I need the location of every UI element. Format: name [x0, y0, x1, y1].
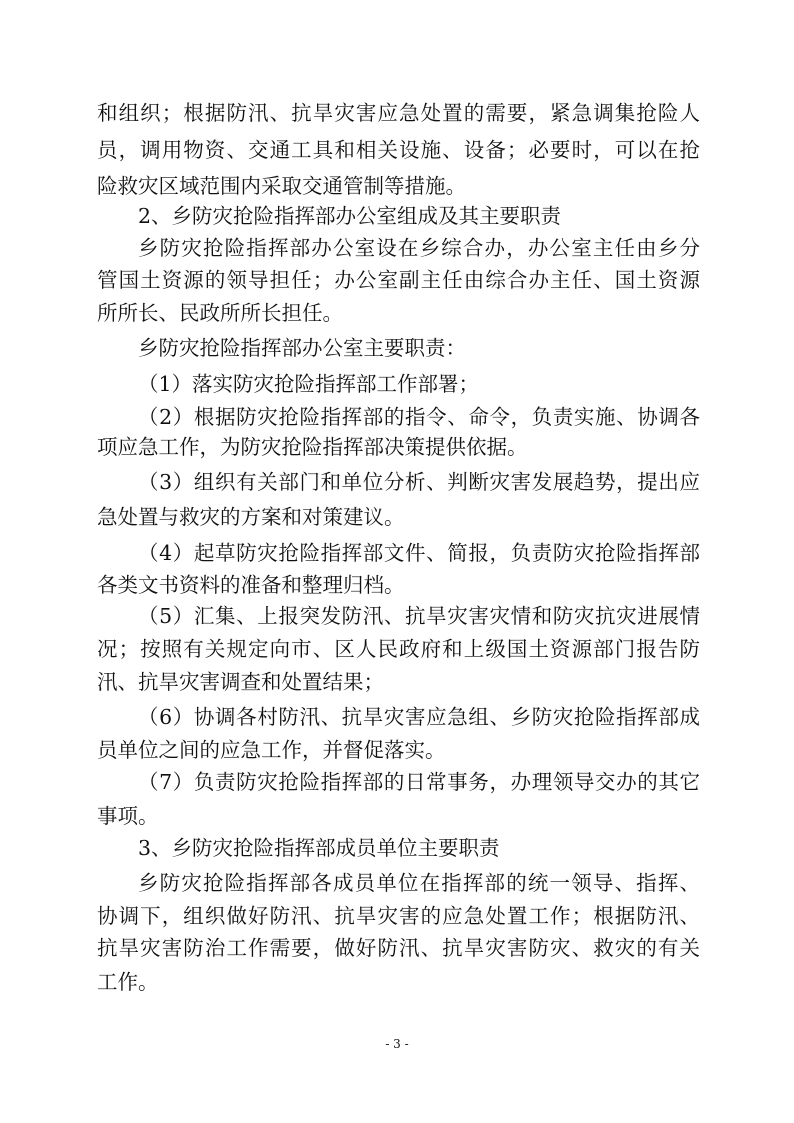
body-text-line: 员单位之间的应急工作，并督促落实。 — [97, 738, 446, 762]
body-text-line: 员，调用物资、交通工具和相关设施、设备；必要时，可以在抢 — [97, 138, 700, 162]
body-text-line: 各类文书资料的准备和整理归档。 — [97, 573, 405, 597]
section-heading: 3、乡防灾抢险指挥部成员单位主要职责 — [138, 836, 500, 860]
list-item: （3）组织有关部门和单位分析、判断灾害发展趋势，提出应 — [138, 470, 700, 494]
list-item: （6）协调各村防汛、抗旱灾害应急组、乡防灾抢险指挥部成 — [138, 705, 700, 729]
body-text-line: 况；按照有关规定向市、区人民政府和上级国土资源部门报告防 — [97, 637, 700, 661]
body-text-line: 险救灾区域范围内采取交通管制等措施。 — [97, 174, 466, 198]
body-text-line: 汛、抗旱灾害调查和处置结果； — [97, 670, 384, 694]
body-text-line: 抗旱灾害防治工作需要，做好防汛、抗旱灾害防灾、救灾的有关 — [97, 936, 700, 960]
body-text-line: 和组织；根据防汛、抗旱灾害应急处置的需要，紧急调集抢险人 — [97, 101, 700, 125]
body-text-line: 管国土资源的领导担任；办公室副主任由综合办主任、国土资源 — [97, 268, 700, 292]
list-item: （4）起草防灾抢险指挥部文件、简报，负责防灾抢险指挥部 — [138, 541, 700, 565]
list-item: （7）负责防灾抢险指挥部的日常事务，办理领导交办的其它 — [138, 770, 700, 794]
body-text-line: 协调下，组织做好防汛、抗旱灾害的应急处置工作；根据防汛、 — [97, 904, 700, 928]
body-text-line: 急处置与救灾的方案和对策建议。 — [97, 505, 405, 529]
list-item: （2）根据防灾抢险指挥部的指令、命令，负责实施、协调各 — [138, 405, 700, 429]
body-text-line: 事项。 — [97, 804, 159, 828]
body-text-line: 所所长、民政所所长担任。 — [97, 301, 343, 325]
list-item: （5）汇集、上报突发防汛、抗旱灾害灾情和防灾抗灾进展情 — [138, 604, 700, 628]
page-number: - 3 - — [385, 1037, 409, 1051]
body-text-line: 工作。 — [97, 970, 159, 994]
section-heading: 2、乡防灾抢险指挥部办公室组成及其主要职责 — [138, 204, 562, 228]
body-text-line: 乡防灾抢险指挥部各成员单位在指挥部的统一领导、指挥、 — [138, 871, 700, 895]
list-item: （1）落实防灾抢险指挥部工作部署； — [138, 372, 480, 396]
body-text-line: 乡防灾抢险指挥部办公室主要职责： — [138, 336, 466, 360]
body-text-line: 乡防灾抢险指挥部办公室设在乡综合办，办公室主任由乡分 — [138, 236, 700, 260]
body-text-line: 项应急工作，为防灾抢险指挥部决策提供依据。 — [97, 435, 528, 459]
